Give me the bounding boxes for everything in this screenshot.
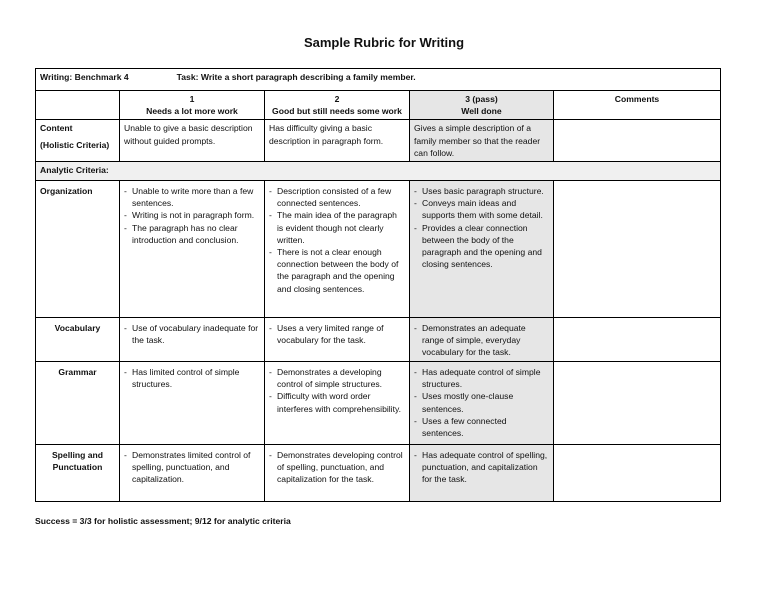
column-number: 3 (pass) xyxy=(465,94,498,104)
content-cell-2: Has difficulty giving a basic description in paragraph form. xyxy=(265,120,410,162)
descriptor-cell xyxy=(120,362,265,445)
comments-header: Comments xyxy=(554,91,721,120)
descriptor-cell xyxy=(410,318,554,362)
column-label: Well done xyxy=(461,106,502,117)
descriptor-item: - Has limited control of simple structures. xyxy=(124,366,260,390)
criterion-label: Grammar xyxy=(36,362,120,445)
descriptor-item: - The main idea of the paragraph is evident though not clearly written. xyxy=(269,209,405,246)
document-title: Sample Rubric for Writing xyxy=(303,35,465,50)
comments-cell xyxy=(554,445,721,502)
descriptor-item: - Uses basic paragraph structure. xyxy=(414,185,549,197)
column-number: 1 xyxy=(189,94,195,104)
rubric-table xyxy=(35,68,721,502)
descriptor-item: - Uses a few connected sentences. xyxy=(414,415,549,439)
column-header-1 xyxy=(120,91,265,120)
descriptor-item: - Conveys main ideas and supports them with some detail. xyxy=(414,197,549,221)
descriptor-cell xyxy=(410,181,554,318)
task-label: Task: Write a short paragraph describing a family member. xyxy=(176,72,416,82)
content-criterion xyxy=(36,120,120,162)
descriptor-cell xyxy=(410,445,554,502)
grammar-row xyxy=(36,362,721,445)
descriptor-item: - Has adequate control of spelling, punctuation, and capitalization for the task. xyxy=(414,449,549,486)
descriptor-cell xyxy=(120,181,265,318)
descriptor-item: - Uses mostly one-clause sentences. xyxy=(414,390,549,414)
comments-cell xyxy=(554,181,721,318)
content-cell-3: Gives a simple description of a family member so that the reader can follow. xyxy=(410,120,554,162)
column-header-3 xyxy=(410,91,554,120)
comments-cell xyxy=(554,318,721,362)
success-note: Success = 3/3 for holistic assessment; 9/12 for analytic criteria xyxy=(35,516,291,526)
descriptor-item: - Has adequate control of simple structures. xyxy=(414,366,549,390)
column-number: 2 xyxy=(334,94,340,104)
descriptor-item: - Difficulty with word order interferes with comprehensibility. xyxy=(269,390,405,414)
organization-row xyxy=(36,181,721,318)
content-label: Content xyxy=(40,123,73,134)
column-label: Needs a lot more work xyxy=(146,106,238,117)
comments-cell xyxy=(554,120,721,162)
descriptor-item: - Demonstrates developing control of spelling, punctuation, and capitalization for the task. xyxy=(269,449,405,486)
descriptor-cell xyxy=(265,445,410,502)
criteria-header-cell xyxy=(36,91,120,120)
vocabulary-row xyxy=(36,318,721,362)
criterion-label: Vocabulary xyxy=(36,318,120,362)
content-cell-1: Unable to give a basic description without guided prompts. xyxy=(120,120,265,162)
benchmark-cell xyxy=(36,69,721,91)
descriptor-cell xyxy=(410,362,554,445)
column-header-2 xyxy=(265,91,410,120)
column-label: Good but still needs some work xyxy=(272,106,402,117)
descriptor-item: - Description consisted of a few connected sentences. xyxy=(269,185,405,209)
descriptor-item: - Writing is not in paragraph form. xyxy=(124,209,260,221)
spelling-row xyxy=(36,445,721,502)
descriptor-cell xyxy=(265,318,410,362)
descriptor-item: - Demonstrates limited control of spelling, punctuation, and capitalization. xyxy=(124,449,260,486)
descriptor-cell xyxy=(265,181,410,318)
descriptor-cell xyxy=(120,445,265,502)
descriptor-cell xyxy=(265,362,410,445)
comments-cell xyxy=(554,362,721,445)
descriptor-item: - Provides a clear connection between the body of the paragraph and the opening and closing sentences. xyxy=(414,222,549,271)
benchmark-row xyxy=(36,69,721,91)
descriptor-item: - The paragraph has no clear introduction and conclusion. xyxy=(124,222,260,246)
holistic-label: (Holistic Criteria) xyxy=(40,139,110,150)
descriptor-cell xyxy=(120,318,265,362)
descriptor-item: - Unable to write more than a few sentences. xyxy=(124,185,260,209)
descriptor-item: - Demonstrates a developing control of simple structures. xyxy=(269,366,405,390)
column-header-row xyxy=(36,91,721,120)
content-row xyxy=(36,120,721,162)
benchmark-label: Writing: Benchmark 4 xyxy=(40,72,129,82)
descriptor-item: - There is not a clear enough connection between the body of the paragraph and the opening and closing sentences. xyxy=(269,246,405,295)
analytic-row xyxy=(36,162,721,181)
analytic-label: Analytic Criteria: xyxy=(36,162,721,181)
descriptor-item: - Uses a very limited range of vocabulary for the task. xyxy=(269,322,405,346)
criterion-label: Organization xyxy=(36,181,120,318)
descriptor-item: - Use of vocabulary inadequate for the task. xyxy=(124,322,260,346)
descriptor-item: - Demonstrates an adequate range of simple, everyday vocabulary for the task. xyxy=(414,322,549,359)
criterion-label: Spelling and Punctuation xyxy=(36,445,120,502)
